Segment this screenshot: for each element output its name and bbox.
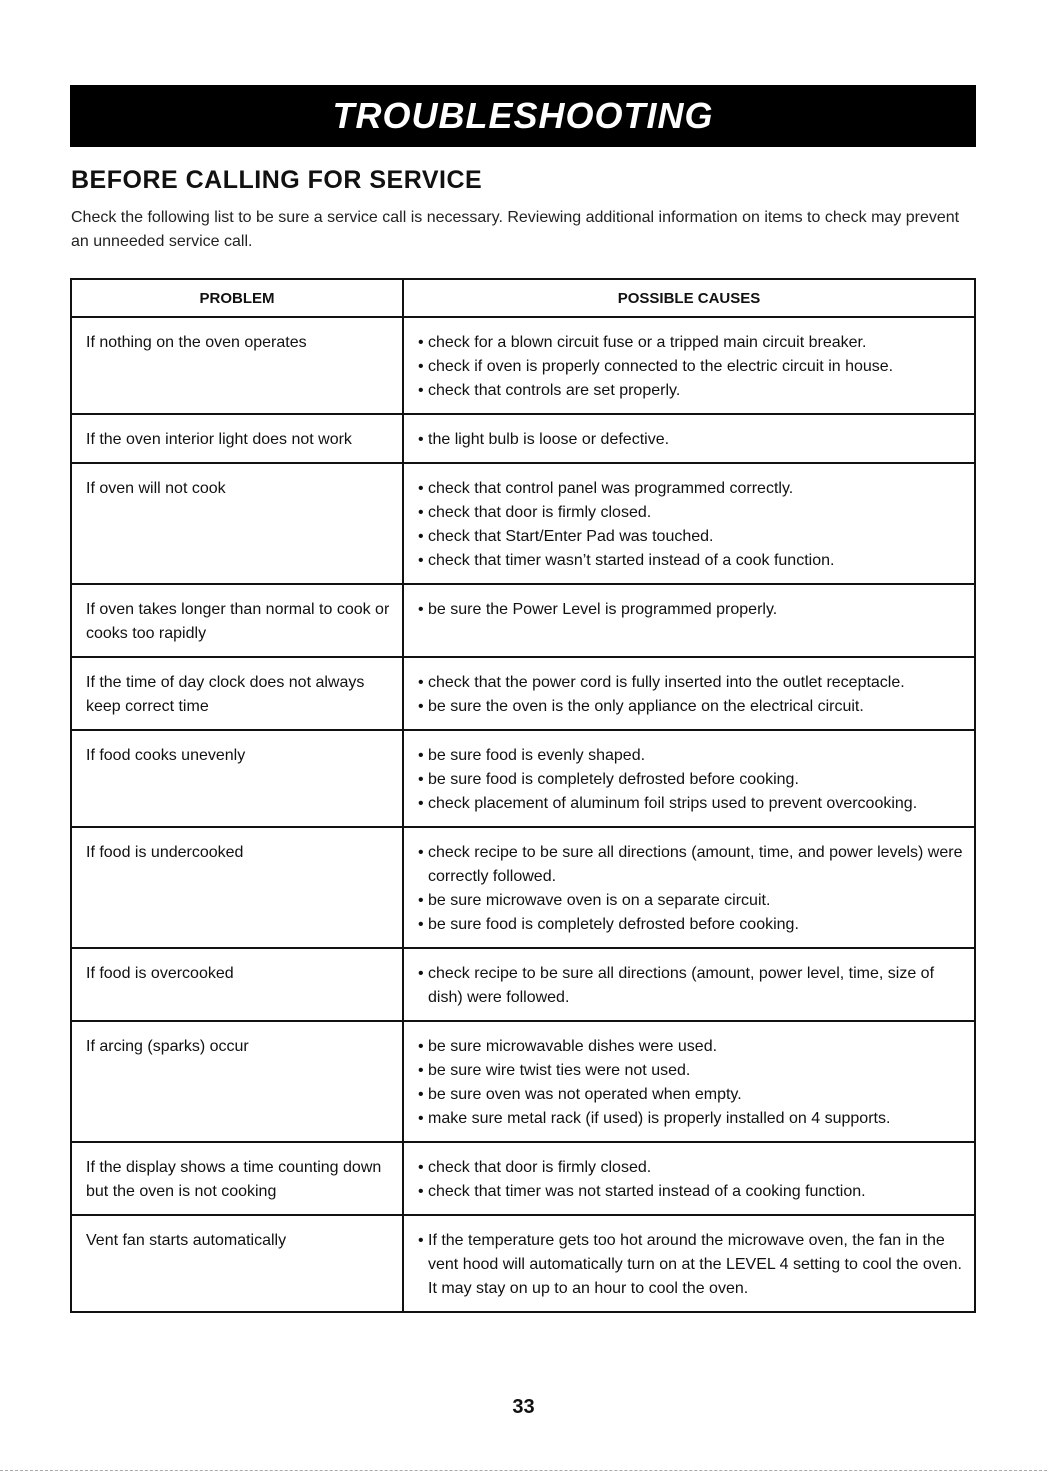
causes-cell bbox=[403, 463, 975, 584]
causes-column-header: POSSIBLE CAUSES bbox=[403, 279, 975, 317]
cause-item: • be sure food is evenly shaped. bbox=[418, 744, 966, 768]
cause-item: • be sure food is completely defrosted before cooking. bbox=[418, 913, 966, 937]
cause-item: • be sure food is completely defrosted before cooking. bbox=[418, 768, 966, 792]
cause-item: • check that door is firmly closed. bbox=[418, 1156, 966, 1180]
causes-cell bbox=[403, 657, 975, 730]
table-row bbox=[71, 463, 975, 584]
cause-item: • check if oven is properly connected to the electric circuit in house. bbox=[418, 355, 966, 379]
intro-paragraph: Check the following list to be sure a service call is necessary. Reviewing additional information on items to check may prevent an unneeded service call. bbox=[71, 209, 960, 250]
causes-cell bbox=[403, 414, 975, 463]
causes-cell bbox=[403, 827, 975, 948]
table-row bbox=[71, 317, 975, 414]
cause-item: • check recipe to be sure all directions (amount, time, and power levels) were correctly followed. bbox=[418, 841, 966, 889]
table-row bbox=[71, 1142, 975, 1215]
cause-item: • be sure the Power Level is programmed properly. bbox=[418, 598, 966, 622]
cause-item: • check that timer wasn’t started instead of a cook function. bbox=[418, 549, 966, 573]
cause-item: • check that door is firmly closed. bbox=[418, 501, 966, 525]
causes-cell bbox=[403, 1215, 975, 1312]
cause-item: • be sure microwave oven is on a separate circuit. bbox=[418, 889, 966, 913]
problem-cell: If food is undercooked bbox=[71, 827, 403, 948]
table-row bbox=[71, 948, 975, 1021]
table-row bbox=[71, 1021, 975, 1142]
causes-cell bbox=[403, 948, 975, 1021]
cause-item: • be sure oven was not operated when empty. bbox=[418, 1083, 966, 1107]
cause-item: • check that the power cord is fully inserted into the outlet receptacle. bbox=[418, 671, 966, 695]
problem-cell: If the time of day clock does not always keep correct time bbox=[71, 657, 403, 730]
problem-cell: Vent fan starts automatically bbox=[71, 1215, 403, 1312]
table-row bbox=[71, 730, 975, 827]
section-heading: BEFORE CALLING FOR SERVICE bbox=[71, 166, 483, 194]
causes-cell bbox=[403, 730, 975, 827]
title-banner bbox=[70, 85, 976, 147]
cause-item: • be sure microwavable dishes were used. bbox=[418, 1035, 966, 1059]
problem-cell: If arcing (sparks) occur bbox=[71, 1021, 403, 1142]
problem-column-header: PROBLEM bbox=[71, 279, 403, 317]
causes-cell bbox=[403, 584, 975, 657]
causes-cell bbox=[403, 1021, 975, 1142]
cause-item: • check placement of aluminum foil strips used to prevent overcooking. bbox=[418, 792, 966, 816]
cause-item: • check that control panel was programmed correctly. bbox=[418, 477, 966, 501]
cause-item: • be sure the oven is the only appliance on the electrical circuit. bbox=[418, 695, 966, 719]
troubleshooting-table bbox=[70, 278, 976, 1313]
cause-item: • check recipe to be sure all directions (amount, power level, time, size of dish) were followed. bbox=[418, 962, 966, 1010]
cause-item: • check that timer was not started instead of a cooking function. bbox=[418, 1180, 966, 1204]
table-row bbox=[71, 414, 975, 463]
cause-item: • the light bulb is loose or defective. bbox=[418, 428, 966, 452]
problem-cell: If the oven interior light does not work bbox=[71, 414, 403, 463]
bottom-divider bbox=[0, 1470, 1047, 1471]
problem-cell: If food is overcooked bbox=[71, 948, 403, 1021]
table-row bbox=[71, 657, 975, 730]
cause-item: • check that controls are set properly. bbox=[418, 379, 966, 403]
page-title: TROUBLESHOOTING bbox=[332, 95, 714, 136]
cause-item: • check for a blown circuit fuse or a tripped main circuit breaker. bbox=[418, 331, 966, 355]
problem-cell: If oven will not cook bbox=[71, 463, 403, 584]
page-number: 33 bbox=[512, 1396, 535, 1418]
problem-cell: If food cooks unevenly bbox=[71, 730, 403, 827]
causes-cell bbox=[403, 317, 975, 414]
cause-item: • make sure metal rack (if used) is properly installed on 4 supports. bbox=[418, 1107, 966, 1131]
cause-item: • If the temperature gets too hot around the microwave oven, the fan in the vent hood will automatically turn on at the LEVEL 4 setting to cool the oven. It may stay on up to an hour to cool the oven. bbox=[418, 1229, 966, 1301]
table-row bbox=[71, 584, 975, 657]
cause-item: • check that Start/Enter Pad was touched. bbox=[418, 525, 966, 549]
problem-cell: If nothing on the oven operates bbox=[71, 317, 403, 414]
problem-cell: If oven takes longer than normal to cook or cooks too rapidly bbox=[71, 584, 403, 657]
table-row bbox=[71, 1215, 975, 1312]
table-header-row bbox=[71, 279, 975, 317]
causes-cell bbox=[403, 1142, 975, 1215]
table-row bbox=[71, 827, 975, 948]
cause-item: • be sure wire twist ties were not used. bbox=[418, 1059, 966, 1083]
problem-cell: If the display shows a time counting down but the oven is not cooking bbox=[71, 1142, 403, 1215]
